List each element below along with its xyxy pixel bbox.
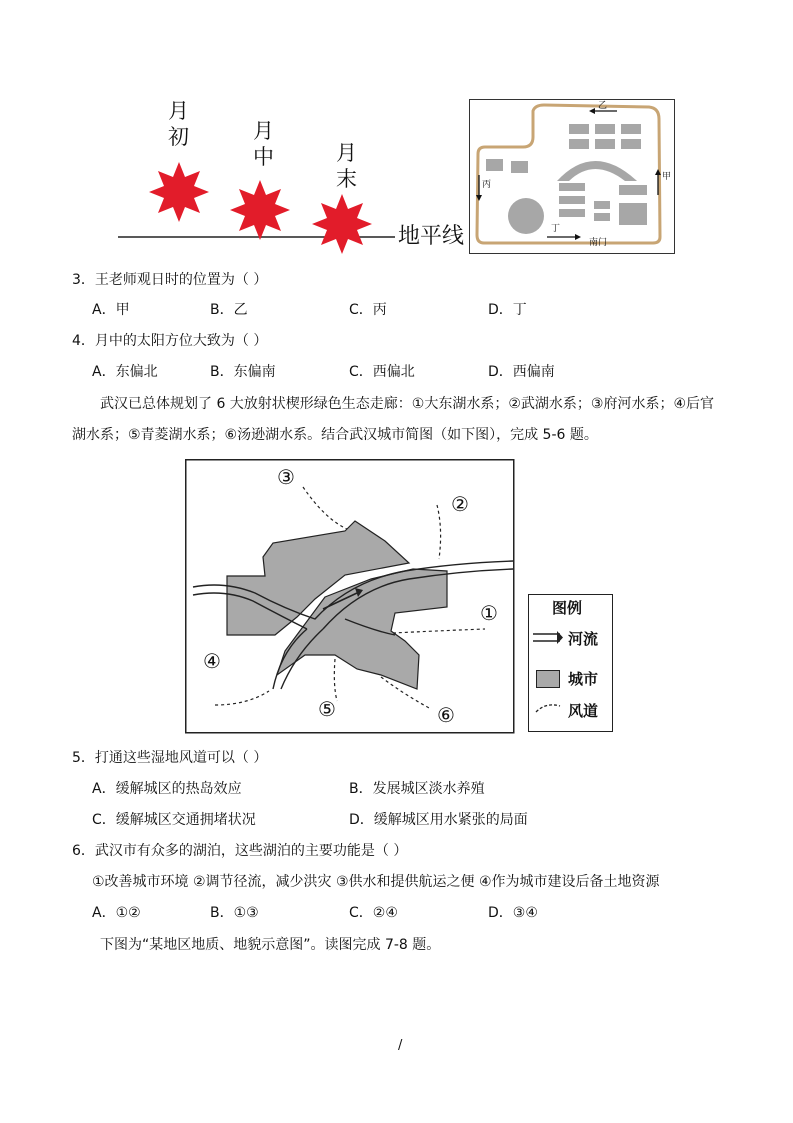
q6-option-b[interactable]: B．①③ [210,905,259,921]
sun-early-month-icon [149,162,209,222]
label-end-month: 月 末 [336,141,357,191]
legend-wind-label: 风道 [568,702,599,720]
q6-option-a[interactable]: A．①② [92,905,141,921]
question-4-stem: 4．月中的太阳方位大致为（ ） [72,333,268,349]
q4-option-d[interactable]: D．西偏南 [488,364,555,380]
marker-5: ⑤ [318,697,336,721]
sun-end-month-icon [312,194,372,254]
horizon-label: 地平线 [398,224,465,249]
q4-option-c[interactable]: C．西偏北 [349,364,415,380]
campus-label-ding: 丁 [551,224,561,234]
label-mid-month: 月 中 [253,119,274,169]
page-number: / [398,1038,403,1053]
legend-river-label: 河流 [568,630,599,648]
intro-7-8: 下图为“某地区地质、地貌示意图”。读图完成 7-8 题。 [100,937,441,953]
q5-option-c[interactable]: C．缓解城区交通拥堵状况 [92,812,256,828]
q5-option-b[interactable]: B．发展城区淡水养殖 [349,781,485,797]
question-3-stem: 3．王老师观日时的位置为（ ） [72,272,268,288]
legend-city-swatch [536,670,560,688]
q6-option-d[interactable]: D．③④ [488,905,538,921]
marker-3: ③ [277,465,295,489]
intro-5-6-line-2: 湖水系；⑤青菱湖水系；⑥汤逊湖水系。结合武汉城市简图（如下图），完成 5-6 题。 [72,427,598,443]
legend-city-label: 城市 [568,670,599,688]
q5-option-d[interactable]: D．缓解城区用水紧张的局面 [349,812,528,828]
question-6-stem: 6．武汉市有众多的湖泊，这些湖泊的主要功能是（ ） [72,843,408,859]
q3-option-b[interactable]: B．乙 [210,302,248,318]
q3-option-a[interactable]: A．甲 [92,302,130,318]
campus-label-yi: 乙 [598,101,608,111]
q5-option-a[interactable]: A．缓解城区的热岛效应 [92,781,242,797]
q6-statements: ①改善城市环境 ②调节径流，减少洪灾 ③供水和提供航运之便 ④作为城市建设后备土地资源 [92,874,660,890]
q6-option-c[interactable]: C．②④ [349,905,398,921]
legend-wind-icon [534,700,562,716]
q3-option-c[interactable]: C．丙 [349,302,387,318]
marker-6: ⑥ [437,703,455,727]
legend-river-icon [532,630,564,646]
marker-4: ④ [203,649,221,673]
campus-map-figure [469,99,675,255]
q4-option-a[interactable]: A．东偏北 [92,364,158,380]
q3-option-d[interactable]: D．丁 [488,302,527,318]
sun-mid-month-icon [230,180,290,240]
marker-1: ① [480,601,498,625]
label-early-month: 月 初 [168,99,189,149]
campus-label-south-gate: 南门 [589,238,608,248]
q4-option-b[interactable]: B．东偏南 [210,364,276,380]
legend-title: 图例 [552,599,583,617]
intro-5-6-line-1: 武汉已总体规划了 6 大放射状楔形绿色生态走廊：①大东湖水系；②武湖水系；③府河水系；④后官 [100,396,715,412]
marker-2: ② [451,492,469,516]
campus-label-jia: 甲 [662,172,672,182]
question-5-stem: 5．打通这些湿地风道可以（ ） [72,750,268,766]
campus-label-bing: 丙 [482,180,492,190]
